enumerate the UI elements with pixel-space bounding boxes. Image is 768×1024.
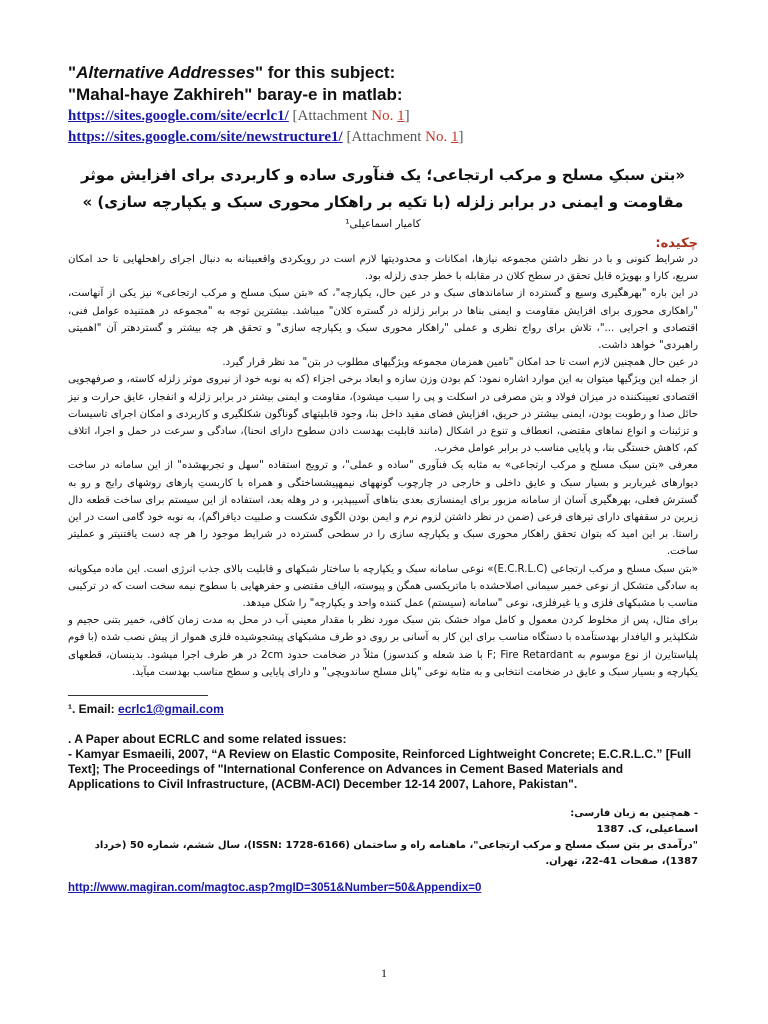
- abstract-paragraph: در عین حال همچنین لازم است تا حد امکان "تامین همزمان مجموعه ویژگیهای مطلوب در بتن" مد نظر قرار گیرد.: [222, 357, 698, 369]
- magiran-link[interactable]: http://www.magiran.com/magtoc.asp?mgID=3051&Number=50&Appendix=0: [68, 882, 482, 895]
- attach-suffix: ]: [458, 129, 464, 145]
- attach-suffix: ]: [404, 108, 410, 124]
- abstract-paragraph: معرفی «بتن سبک مسلح و مرکب ارتجاعی» به مثابه یک فنآوری "ساده و عملی"، و ترویج استفاده "سهل و تجربهشده" از این سامانه در ساخت دیوارهای غیرباربر و بسیار سبک و عایق داخلی و خارجی در چارچوب گونههای نیمهپیشساختگی و همراه با کاربستِ پارهای روشهای رایج و رو به گسترش فعلی، بهرهگیری آسان از سامانه مزبور برای ایمنسازی بعدی بناهای آسیبپذیر، و در وهله بعد، استفاده از این سیستم برای ساخت قطعه دال زیرین در سقفهای دارای تیرهای فرعی (ضمن در نظر داشتن لزوم نرم و ایمن بودن الگوی شکست و صلبیت دیافراگم)، به نوبه خود گامی است در این راستا. بر این امید که بتوان تحقق راهکار محوری سبک و یکپارچه سازی را در سطحی گسترده در شرایط موجود را هر چه دست یافتنیتر و عملیتر ساخت.: [68, 460, 698, 558]
- attach-prefix: [Attachment: [292, 108, 372, 124]
- attach-num-link[interactable]: 1: [451, 129, 459, 145]
- attachment-label-1: [293, 108, 410, 124]
- link-newstructure1[interactable]: https://sites.google.com/site/newstructure1/: [68, 129, 343, 145]
- abstract-paragraph: برای مثال، پس از مخلوط کردن معمول و کامل مواد خشک بتن سبک مورد نظر با مقدار معینی آب در محل به مدت زمان کافی، خمیر بتنی حجیم و شکلپذیر و الیافدار بهدستآمده با دستگاه مناسب برای این کار به آسانی بر روی دو طرف مشبکهای پیشجوشیده فلزی هموار از پیش نصب شده (با فوم پلیاستایرن از نوع موسوم به F; Fire Retardant با ضد شعله و کندسوز) مثلاً در ضخامت حدود 2cm در هر طرف اجرا میشود. بدینسان، قطعهای یکپارچه و بسیار سبک و عایق در ضخامت انتخابی و به مثابه نوعی "پانل مسلح ساندویچی" و دارای پایایی و سطح مناسب بهدست میآید.: [68, 615, 698, 678]
- abstract-body: [68, 251, 698, 681]
- link-row-2: [68, 127, 698, 148]
- attach-prefix: [Attachment: [346, 129, 426, 145]
- attach-num-link[interactable]: 1: [397, 108, 405, 124]
- abstract-paragraph: «بتن سبک مسلح و مرکب ارتجاعی (E.C.R.L.C)» نوعی سامانه سبک و یکپارچه با ساختار شبکهای و قابلیت بالای جذب انرژی است. این ماده میکوپانه به سادگی متشکل از نوعی خمیر سیمانی اصلاحشده با ماتریکسی همگن و پیوسته، الیاف مقتضی و حفرههایی با سطوح نیمه سخت است که در ترکیبی مناسب با مشبکهای فلزی و یا غیرفلزی، نوعی "سامانه (سیستم) عمل کننده واحد و یکپارچه" را شکل میدهد.: [68, 563, 698, 610]
- article-title-line-1: «بتن سبکِ مسلح و مرکب ارتجاعی؛ یک فنآوری ساده و کاربردی برای افزایش موثر: [80, 166, 686, 184]
- footnote-email: [68, 702, 698, 716]
- attach-no: No.: [425, 129, 448, 145]
- document-page: [68, 62, 698, 894]
- persian-ref-line-3: "درآمدی بر بتن سبک مسلح و مرکب ارتجاعی"، ماهنامه راه و ساختمان (ISSN: 1728-6166)، سال ششم، شماره 50 (خرداد 1387)، صفحات 41-22، تهران.: [94, 840, 698, 868]
- attachment-label-2: [346, 129, 463, 145]
- alt-heading-open-quote: ": [68, 63, 77, 82]
- author-name: کامیار اسماعیلی¹: [345, 218, 421, 230]
- alt-subtitle: "Mahal-haye Zakhireh" baray-e in matlab:: [68, 85, 403, 104]
- alt-addresses-heading: [68, 62, 698, 84]
- email-link[interactable]: ecrlc1@gmail.com: [118, 702, 224, 717]
- paper-reference: [68, 732, 698, 792]
- alt-heading-rest: " for this subject:: [254, 63, 396, 82]
- magiran-row: [68, 882, 698, 894]
- abstract-paragraph: در این باره "بهرهگیری وسیع و گسترده از ساماندهای سبک و در عین حال، یکپارچه"، که «بتن سبک مسلح و مرکب ارتجاعی» نیز یکی از آنهاست، "راهکاری محوری برای افزایش مقاومت و ایمنی بناها در برابر زلزله در گستره کلان" میباشد. بیشترین توجه به "مجموعه در همتنیده عوامل فنی، اقتصادی و اجرایی ..."، تلاش برای رواج نظری و عملی "راهکار محوری سبک و یکپارچه سازی" و تحقق هر چه بیشتر و گستردهتر آن "اهمیتی راهبردی" خواهد داشت.: [68, 288, 698, 352]
- alt-heading-italic: Alternative Addresses: [76, 63, 255, 82]
- persian-reference: [68, 806, 698, 870]
- abstract-heading: چکیده:: [655, 236, 698, 251]
- abstract-paragraph: در شرایط کنونی و با در نظر داشتن مجموعه نیازها، امکانات و محدودیتها لازم است در رویکردی واقعبینانه به دنبال اجرای راهحلهایی تا حد امکان سریع، کارا و بهویژه قابل تحقق در سطح کلان در مقابله با خطر جدی زلزله بود.: [68, 254, 698, 283]
- abstract-paragraph: از جمله این ویژگیها میتوان به این موارد اشاره نمود: کم بودن وزن سازه و ابعاد برخی اجزاء (که به نوبه خود از نیروی موثر زلزله کاسته، و صرفهجویی اقتصادی تعیینکننده در میزان فولاد و بتن مصرفی در اسکلت و پی را سبب میشود)، مقاومت و ایمنی بیشتر در برابر زلزله و انفجار، عایق حرارت و نیز حائل صدا و رطوبت بودن، ایمنی بیشتر در حریق، افزایش فضای مفید داخل بنا، وجود قابلیتهای گوناگون شکلگیری و کاربردی و امکان اجرای تاسیسات و تزئینات و انواع نماهای مقتضی، انعطاف و تنوع در اشکال (مانند قابلیت بهدست دادن سطوح دارای انحنا)، سادگی و سرعت در حمل و اجرا، اتلاف کم، کاهش خستگی بنا، و پایایی مناسب در برابر عوامل مخرب.: [68, 374, 698, 455]
- article-title-line-2: مقاومت و ایمنی در برابر زلزله (با تکیه بر راهکار محوری سبک و یکپارچه سازی) »: [82, 193, 684, 211]
- footnote-divider: [68, 695, 208, 696]
- link-ecrlc1[interactable]: https://sites.google.com/site/ecrlc1/: [68, 108, 289, 124]
- footnote-prefix: ¹. Email:: [68, 702, 119, 717]
- persian-ref-line-1: - همچنین به زبان فارسی:: [570, 808, 698, 820]
- paper-ref-line-1: . A Paper about ECRLC and some related issues:: [68, 732, 347, 747]
- article-title: [68, 162, 698, 216]
- page-number: 1: [381, 966, 387, 980]
- paper-ref-line-2: - Kamyar Esmaeili, 2007, “A Review on Elastic Composite, Reinforced Lightweight Concrete; E.C.R.L.C.” [Full Text]; The Proceedings of "International Conference on Advances in Cement Based Materials and Applications to Civil Infrastructure, (ACBM-ACI) December 12-14 2007, Lahore, Pakistan".: [68, 747, 692, 792]
- link-row-1: [68, 106, 698, 127]
- persian-ref-line-2: اسماعیلی، ک. 1387: [596, 824, 698, 836]
- attach-no: No.: [371, 108, 394, 124]
